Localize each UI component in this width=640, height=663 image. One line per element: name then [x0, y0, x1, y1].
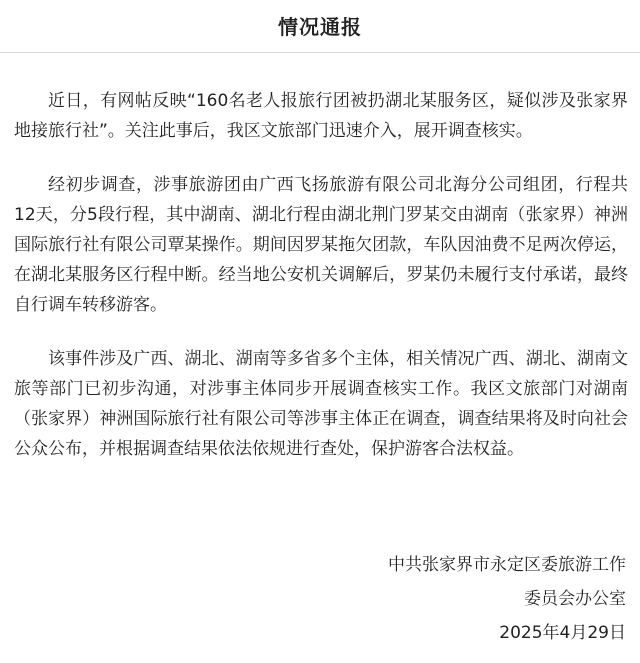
- paragraph-followup: 该事件涉及广西、湖北、湖南等多省多个主体，相关情况广西、湖北、湖南文旅等部门已初步沟通，对涉事主体同步开展调查核实工作。我区文旅部门对湖南（张家界）神洲国际旅行社有限公司等涉事主体正在调查，调查结果将及时向社会公众公布，并根据调查结果依法依规进行查处，保护游客合法权益。: [14, 349, 628, 459]
- paragraph-investigation: 经初步调查，涉事旅游团由广西飞扬旅游有限公司北海分公司组团，行程共12天，分5段行程，其中湖南、湖北行程由湖北荆门罗某交由湖南（张家界）神洲国际旅行社有限公司覃某操作。期间因罗某拖欠团款，车队因油费不足两次停运，在湖北某服务区行程中断。经当地公安机关调解后，罗某仍未履行支付承诺，最终自行调车转移游客。: [14, 175, 628, 315]
- paragraph-intro: 近日，有网帖反映“160名老人报旅行团被扔湖北某服务区，疑似涉及张家界地接旅行社”。关注此事后，我区文旅部门迅速介入，展开调查核实。: [14, 91, 628, 141]
- page-title: 情况通报: [278, 15, 362, 39]
- signature-date: 2025年4月29日: [499, 623, 626, 643]
- signature-block: [388, 548, 626, 650]
- signature-org-line1: 中共张家界市永定区委旅游工作: [388, 555, 626, 575]
- signature-org-line2: 委员会办公室: [524, 589, 626, 609]
- notice-body: [14, 86, 628, 488]
- title-divider: [0, 52, 640, 53]
